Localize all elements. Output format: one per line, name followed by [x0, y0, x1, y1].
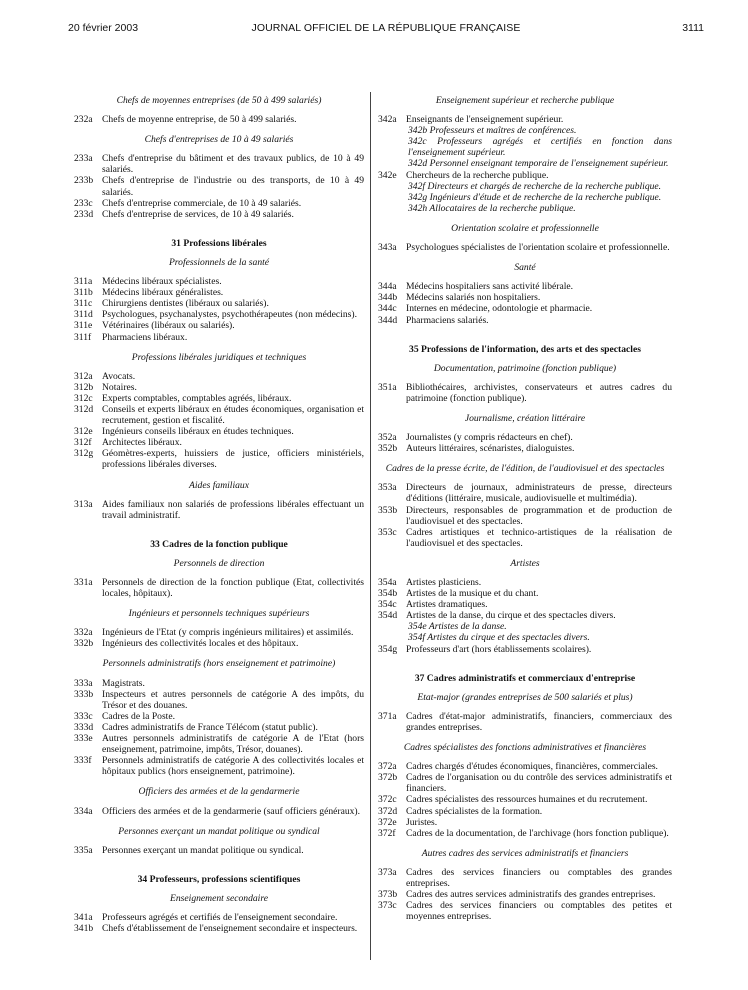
entry-label: Médecins hospitaliers sans activité libérale.	[406, 281, 574, 293]
entry-label: Professeurs agrégés et certifiés de l'enseignement secondaire.	[102, 911, 338, 923]
classification-entry	[74, 175, 364, 197]
spacer	[74, 777, 364, 786]
entry-code: 354a	[378, 577, 397, 588]
section-heading: Autres cadres des services administratifs et financiers	[421, 847, 629, 859]
classification-entry	[74, 382, 364, 393]
entry-label: Autres personnels administratifs de catégorie A de l'Etat (hors enseignement, patrimoine, impôts, Trésor, douanes).	[102, 733, 364, 756]
entry-code: 372d	[378, 805, 398, 817]
entry-code: 372e	[378, 816, 397, 828]
spacer	[74, 220, 364, 229]
spacer	[74, 125, 364, 134]
entry-code: 312e	[74, 426, 93, 438]
section-heading: Cadres spécialistes des fonctions administratives et financières	[403, 742, 647, 754]
classification-entry	[378, 170, 672, 181]
entry-code: 354d	[378, 610, 398, 622]
sub-entry: 342h Allocataires de la recherche publique.	[408, 202, 576, 214]
entry-label: Cadres spécialistes de la formation.	[406, 805, 543, 817]
entry-code: 341b	[74, 923, 94, 935]
entry-code: 331a	[74, 577, 93, 588]
classification-entry	[74, 404, 364, 426]
entry-label: Chirurgiens dentistes (libéraux ou salariés).	[102, 298, 269, 310]
entry-code: 312g	[74, 448, 94, 460]
entry-code: 372f	[378, 827, 396, 839]
sub-entry: 342f Directeurs et chargés de recherche de la recherche publique.	[408, 180, 662, 192]
entry-label: Psychologues spécialistes de l'orientation scolaire et professionnelle.	[406, 242, 670, 254]
entry-code: 233d	[74, 208, 94, 220]
entry-code: 311d	[74, 309, 93, 321]
entry-code: 373c	[378, 900, 397, 912]
entry-code: 311a	[74, 276, 93, 288]
classification-entry	[74, 114, 364, 125]
right-column	[378, 95, 672, 922]
section-heading: Etat-major (grandes entreprises de 500 salariés et plus)	[417, 691, 633, 703]
sub-entry: 342d Personnel enseignant temporaire de l'enseignement supérieur.	[408, 158, 669, 170]
classification-entry	[74, 287, 364, 298]
classification-entry	[378, 644, 672, 655]
classification-entry	[74, 689, 364, 711]
entry-label: Architectes libéraux.	[102, 437, 182, 449]
entry-code: 335a	[74, 844, 93, 856]
section-heading: Enseignement secondaire	[170, 892, 268, 904]
sub-entry: 342g Ingénieurs d'étude et de recherche de la recherche publique.	[408, 191, 662, 203]
classification-entry	[74, 426, 364, 437]
classification-entry	[74, 499, 364, 521]
entry-code: 312c	[74, 392, 93, 404]
spacer	[378, 214, 672, 223]
entry-label: Cadres de l'organisation ou du contrôle des services administratifs et financiers.	[406, 772, 672, 795]
sub-entry: 354f Artistes du cirque et des spectacles divers.	[408, 632, 590, 644]
entry-label: Officiers des armées et de la gendarmerie (sauf officiers généraux).	[102, 805, 361, 817]
entry-code: 341a	[74, 911, 93, 923]
entry-label: Vétérinaires (libéraux ou salariés).	[102, 320, 235, 332]
entry-label: Artistes plasticiens.	[406, 577, 482, 588]
entry-label: Pharmaciens salariés.	[406, 314, 489, 326]
classification-entry	[74, 722, 364, 733]
entry-code: 332a	[74, 627, 93, 639]
entry-label: Bibliothécaires, archivistes, conservateurs et autres cadres du patrimoine (fonction publique).	[406, 381, 672, 404]
spacer	[378, 454, 672, 463]
entry-label: Ingénieurs des collectivités locales et des hôpitaux.	[102, 638, 299, 650]
classification-entry	[378, 242, 672, 253]
entry-label: Cadres de la Poste.	[102, 710, 176, 722]
entry-code: 334a	[74, 805, 93, 817]
section-heading: Officiers des armées et de la gendarmerie	[138, 786, 300, 798]
entry-code: 372b	[378, 772, 398, 784]
entry-code: 344a	[378, 281, 397, 293]
entry-label: Chefs d'entreprise commerciale, de 10 à 49 salariés.	[102, 197, 302, 209]
entry-code: 353c	[378, 526, 397, 538]
entry-code: 352b	[378, 443, 398, 455]
classification-entry	[74, 309, 364, 320]
classification-entry	[74, 577, 364, 599]
entry-code: 373a	[378, 866, 397, 878]
sub-entry: 342b Professeurs et maîtres de conférences.	[408, 125, 577, 137]
classification-entry	[378, 794, 672, 805]
entry-label: Inspecteurs et autres personnels de catégorie A des impôts, du Trésor et des douanes.	[102, 688, 364, 711]
entry-label: Cadres de la documentation, de l'archivage (hors fonction publique).	[406, 827, 669, 839]
classification-entry	[378, 806, 672, 817]
classification-entry	[378, 711, 672, 733]
entry-code: 312d	[74, 403, 94, 415]
entry-label: Pharmaciens libéraux.	[102, 331, 188, 343]
entry-label: Magistrats.	[102, 677, 145, 689]
spacer	[74, 521, 364, 530]
entry-code: 373b	[378, 889, 398, 901]
classification-entry	[378, 382, 672, 404]
entry-label: Experts comptables, comptables agréés, libéraux.	[102, 392, 292, 404]
entry-label: Aides familiaux non salariés de professions libérales effectuant un travail administratif.	[102, 498, 364, 521]
entry-label: Chefs de moyenne entreprise, de 50 à 499 salariés.	[102, 114, 297, 126]
section-heading: Orientation scolaire et professionnelle	[451, 222, 599, 234]
classification-entry	[74, 371, 364, 382]
classification-entry	[378, 281, 672, 292]
section-heading: Professionnels de la santé	[168, 256, 270, 268]
entry-code: 311f	[74, 331, 92, 343]
entry-label: Avocats.	[102, 370, 136, 382]
classification-entry	[378, 588, 672, 599]
entry-code: 344d	[378, 314, 398, 326]
classification-entry	[74, 437, 364, 448]
spacer	[378, 253, 672, 262]
classification-entry	[378, 292, 672, 303]
classification-entry	[74, 198, 364, 209]
classification-entry	[378, 867, 672, 889]
entry-code: 233c	[74, 197, 93, 209]
entry-code: 342e	[378, 169, 397, 181]
entry-code: 312a	[74, 370, 93, 382]
classification-entry	[378, 527, 672, 549]
entry-code: 333d	[74, 721, 94, 733]
classification-entry	[378, 599, 672, 610]
entry-label: Médecins libéraux spécialistes.	[102, 276, 222, 288]
spacer	[378, 655, 672, 664]
entry-label: Directeurs, responsables de programmation et de production de l'audiovisuel et des spectacles.	[406, 504, 672, 527]
column-divider	[370, 92, 371, 960]
section-heading: Artistes	[510, 557, 540, 569]
spacer	[74, 817, 364, 826]
entry-code: 333a	[74, 677, 93, 689]
classification-entry	[74, 153, 364, 175]
entry-code: 311b	[74, 287, 93, 299]
classification-entry	[74, 332, 364, 343]
classification-entry	[74, 320, 364, 331]
entry-label: Médecins salariés non hospitaliers.	[406, 292, 541, 304]
entry-label: Cadres chargés d'études économiques, financières, commerciales.	[406, 761, 658, 773]
spacer	[74, 343, 364, 352]
entry-code: 312b	[74, 381, 94, 393]
entry-code: 333f	[74, 755, 92, 767]
classification-entry	[74, 845, 364, 856]
entry-label: Directeurs de journaux, administrateurs de presse, directeurs d'éditions (littéraire, musicale, audiovisuelle et multimédia).	[406, 482, 672, 505]
classification-entry	[378, 505, 672, 527]
entry-label: Chefs d'entreprise de l'industrie ou des transports, de 10 à 49 salariés.	[102, 175, 364, 198]
spacer	[378, 733, 672, 742]
classification-entry	[74, 912, 364, 923]
classification-entry	[378, 828, 672, 839]
group-heading: 33 Cadres de la fonction publique	[150, 538, 288, 550]
entry-code: 233b	[74, 175, 94, 187]
entry-label: Cadres des services financiers ou comptables des petites et moyennes entreprises.	[406, 900, 672, 923]
section-heading: Journalisme, création littéraire	[464, 412, 586, 424]
section-heading: Ingénieurs et personnels techniques supérieurs	[128, 608, 310, 620]
entry-code: 332b	[74, 638, 94, 650]
classification-entry	[74, 298, 364, 309]
classification-entry	[74, 638, 364, 649]
header-title: JOURNAL OFFICIEL DE LA RÉPUBLIQUE FRANÇAISE	[251, 22, 521, 34]
entry-label: Personnels administratifs de catégorie A des collectivités locales et hôpitaux publics (hors enseignement, patrimoine).	[102, 755, 364, 778]
entry-label: Conseils et experts libéraux en études économiques, organisation et recrutement, gestion et fiscalité.	[102, 403, 364, 427]
entry-label: Auteurs littéraires, scénaristes, dialoguistes.	[406, 443, 575, 455]
group-heading: 31 Professions libérales	[171, 237, 267, 249]
spacer	[74, 471, 364, 480]
section-heading: Chefs de moyennes entreprises (de 50 à 499 salariés)	[116, 95, 322, 106]
entry-code: 344c	[378, 303, 397, 315]
classification-entry	[74, 276, 364, 287]
entry-code: 371a	[378, 710, 397, 722]
section-heading: Chefs d'entreprises de 10 à 49 salariés	[144, 134, 294, 146]
classification-entry	[378, 817, 672, 828]
entry-code: 354g	[378, 643, 398, 655]
entry-label: Ingénieurs conseils libéraux en études techniques.	[102, 426, 294, 438]
section-heading: Aides familiaux	[189, 479, 249, 491]
classification-entry	[378, 315, 672, 326]
sub-entry: 354e Artistes de la danse.	[408, 621, 507, 633]
classification-entry	[378, 432, 672, 443]
entry-label: Cadres artistiques et technico-artistiques de la réalisation de l'audiovisuel et des spectacles.	[406, 526, 672, 549]
entry-code: 353a	[378, 482, 397, 494]
spacer	[378, 404, 672, 413]
entry-code: 372c	[378, 794, 397, 806]
entry-label: Chefs d'entreprise du bâtiment et des travaux publics, de 10 à 49 salariés.	[102, 153, 364, 176]
header-page-number: 3111	[682, 22, 704, 34]
classification-entry	[378, 761, 672, 772]
entry-code: 312f	[74, 437, 92, 449]
entry-label: Chercheurs de la recherche publique.	[406, 169, 549, 181]
sub-entry: 342c Professeurs agrégés et certifiés en fonction dans l'enseignement supérieur.	[408, 136, 672, 159]
classification-entry	[74, 627, 364, 638]
entry-code: 333c	[74, 710, 93, 722]
classification-entry	[378, 114, 672, 125]
classification-entry	[74, 806, 364, 817]
classification-entry	[378, 900, 672, 922]
classification-entry	[74, 678, 364, 689]
entry-code: 343a	[378, 242, 397, 254]
entry-label: Personnels de direction de la fonction publique (Etat, collectivités locales, hôpitaux).	[102, 577, 364, 600]
classification-entry	[74, 711, 364, 722]
section-heading: Professions libérales juridiques et techniques	[131, 351, 307, 363]
classification-entry	[378, 889, 672, 900]
entry-label: Médecins libéraux généralistes.	[102, 287, 224, 299]
entry-label: Cadres d'état-major administratifs, financiers, commerciaux des grandes entreprises.	[406, 710, 672, 733]
entry-code: 232a	[74, 114, 93, 126]
entry-label: Chefs d'établissement de l'enseignement secondaire et inspecteurs.	[102, 923, 358, 935]
entry-code: 352a	[378, 432, 397, 444]
section-heading: Cadres de la presse écrite, de l'édition, de l'audiovisuel et des spectacles	[385, 463, 665, 475]
classification-entry	[378, 443, 672, 454]
section-heading: Personnels administratifs (hors enseignement et patrimoine)	[102, 658, 336, 670]
entry-label: Juristes.	[406, 816, 438, 828]
entry-code: 311e	[74, 320, 93, 332]
entry-label: Journalistes (y compris rédacteurs en chef).	[406, 432, 573, 444]
classification-entry	[378, 303, 672, 314]
entry-label: Internes en médecine, odontologie et pharmacie.	[406, 303, 593, 315]
spacer	[74, 649, 364, 658]
classification-entry	[74, 209, 364, 220]
entry-label: Notaires.	[102, 381, 137, 393]
classification-entry	[74, 755, 364, 777]
group-heading: 34 Professeurs, professions scientifiques	[137, 873, 301, 885]
header-date: 20 février 2003	[68, 22, 139, 34]
entry-code: 354b	[378, 588, 398, 600]
spacer	[74, 856, 364, 865]
section-heading: Documentation, patrimoine (fonction publique)	[433, 362, 617, 374]
entry-label: Artistes de la danse, du cirque et des spectacles divers.	[406, 610, 616, 622]
entry-label: Cadres des services financiers ou comptables des grandes entreprises.	[406, 866, 672, 889]
entry-label: Chefs d'entreprise de services, de 10 à 49 salariés.	[102, 208, 294, 220]
classification-entry	[378, 772, 672, 794]
entry-label: Cadres administratifs de France Télécom (statut public).	[102, 721, 318, 733]
entry-code: 333b	[74, 688, 94, 700]
entry-code: 344b	[378, 292, 398, 304]
entry-code: 311c	[74, 298, 93, 310]
entry-code: 342a	[378, 114, 397, 126]
left-column	[74, 95, 364, 934]
spacer	[378, 839, 672, 848]
page-header	[68, 22, 704, 36]
section-heading: Enseignement supérieur et recherche publique	[435, 95, 615, 106]
section-heading: Personnes exerçant un mandat politique ou syndical	[118, 825, 320, 837]
classification-entry	[74, 393, 364, 404]
section-heading: Santé	[514, 262, 536, 274]
spacer	[378, 326, 672, 335]
entry-label: Psychologues, psychanalystes, psychothérapeutes (non médecins).	[102, 309, 357, 321]
entry-code: 233a	[74, 153, 93, 165]
group-heading: 37 Cadres administratifs et commerciaux d'entreprise	[414, 672, 636, 684]
entry-code: 351a	[378, 381, 397, 393]
section-heading: Personnels de direction	[173, 557, 265, 569]
entry-label: Géomètres-experts, huissiers de justice, officiers ministériels, professions libérales diverses.	[102, 448, 364, 471]
entry-code: 313a	[74, 498, 93, 510]
entry-code: 333e	[74, 733, 93, 745]
classification-entry	[378, 482, 672, 504]
entry-code: 372a	[378, 761, 397, 773]
entry-label: Cadres spécialistes des ressources humaines et du recrutement.	[406, 794, 648, 806]
entry-label: Ingénieurs de l'Etat (y compris ingénieurs militaires) et assimilés.	[102, 627, 354, 639]
classification-entry	[74, 448, 364, 470]
entry-code: 353b	[378, 504, 398, 516]
classification-entry	[378, 577, 672, 588]
classification-entry	[74, 923, 364, 934]
entry-code: 354c	[378, 599, 397, 611]
spacer	[74, 599, 364, 608]
entry-label: Enseignants de l'enseignement supérieur.	[406, 114, 564, 126]
entry-label: Artistes de la musique et du chant.	[406, 588, 539, 600]
entry-label: Artistes dramatiques.	[406, 599, 488, 611]
spacer	[378, 549, 672, 558]
group-heading: 35 Professions de l'information, des arts et des spectacles	[409, 343, 641, 355]
classification-entry	[74, 733, 364, 755]
entry-label: Cadres des autres services administratifs des grandes entreprises.	[406, 889, 656, 901]
classification-entry	[378, 610, 672, 621]
entry-label: Personnes exerçant un mandat politique ou syndical.	[102, 844, 304, 856]
entry-label: Professeurs d'art (hors établissements scolaires).	[406, 643, 592, 655]
